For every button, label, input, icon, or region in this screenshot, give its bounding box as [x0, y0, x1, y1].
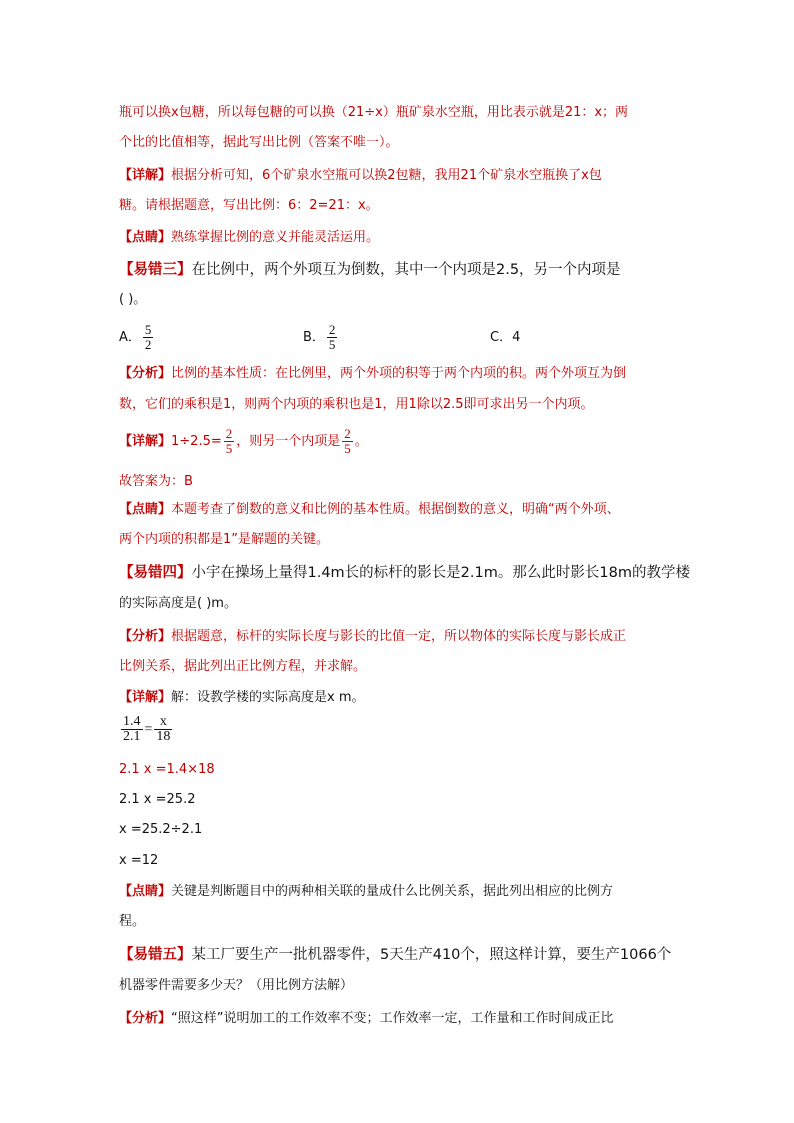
analysis-line: [119, 364, 626, 384]
analysis-text: “照这样”说明加工的工作效率不变；工作效率一定，工作量和工作时间成正比: [171, 1011, 614, 1026]
note-text: 本题考查了倒数的意义和比例的基本性质。根据倒数的意义，明确“两个外项、: [171, 502, 620, 517]
detail-line-3: [119, 422, 368, 462]
note-text: 熟练掌握比例的意义并能灵活运用。: [171, 230, 380, 245]
equation: [119, 710, 174, 750]
fraction: $\frac{2}{5}$: [225, 426, 233, 456]
step-line: 2.1 x =1.4×18: [119, 762, 215, 777]
question-tag: 【易错三】: [119, 262, 192, 278]
question-tag: 【易错四】: [119, 565, 192, 581]
note-tag: 【点睛】: [119, 502, 172, 517]
detail-tag: 【详解】: [119, 168, 172, 183]
note-tag: 【点睛】: [119, 230, 172, 245]
question-3: [119, 260, 621, 280]
question-tag: 【易错五】: [119, 947, 192, 963]
fraction: $\frac{x}{18}$: [156, 714, 171, 745]
text-line: 糖。请根据题意，写出比例：6：2=21：x。: [119, 198, 379, 213]
option-b-label: B．: [303, 330, 325, 345]
analysis-text: 比例的基本性质：在比例里，两个外项的积等于两个内项的积。两个外项互为倒: [171, 366, 627, 381]
detail-text: 。: [354, 434, 368, 449]
detail-text: 1÷2.5=: [171, 434, 222, 449]
step-line: 2.1 x =25.2: [119, 792, 196, 807]
analysis-line: [119, 627, 626, 647]
fraction: $\frac{2}{5}$: [344, 426, 351, 456]
text-line: 比例关系，据此列出正比例方程，并求解。: [119, 659, 367, 674]
answer-line: 故答案为：B: [119, 474, 193, 489]
detail-line: [119, 688, 365, 708]
question-text: 某工厂要生产一批机器零件，5天生产410个，照这样计算，要生产1066个: [191, 947, 672, 963]
analysis-tag: 【分析】: [119, 1011, 172, 1026]
question-text: 小宇在操场上量得1.4m长的标杆的影长是2.1m。那么此时影长18m的教学楼: [191, 565, 690, 581]
detail-tag: 【详解】: [119, 690, 172, 705]
text-line: 瓶可以换x包糖，所以每包糖的可以换（21÷x）瓶矿泉水空瓶，用比表示就是21：x；两: [119, 105, 629, 120]
question-5: [119, 945, 671, 965]
note-tag: 【点睛】: [119, 884, 172, 899]
analysis-line: [119, 1009, 614, 1029]
detail-tag: 【详解】: [119, 434, 172, 449]
text-line: 机器零件需要多少天？（用比例方法解）: [119, 978, 354, 993]
option-b-fraction: $\frac{2}{5}$: [328, 322, 336, 352]
analysis-text: 根据题意，标杆的实际长度与影长的比值一定，所以物体的实际长度与影长成正: [171, 629, 627, 644]
text-line: 数，它们的乘积是1，则两个内项的乘积也是1，用1除以2.5即可求出另一个内项。: [119, 397, 594, 412]
detail-text: ，则另一个内项是: [236, 434, 341, 449]
analysis-tag: 【分析】: [119, 629, 172, 644]
detail-text: 根据分析可知，6个矿泉水空瓶可以换2包糖，我用21个矿泉水空瓶换了x包: [171, 168, 602, 183]
options-row-b: [303, 320, 339, 356]
text-line: 的实际高度是( )m。: [119, 596, 237, 611]
question-4: [119, 563, 690, 583]
note-line: [119, 228, 379, 248]
analysis-tag: 【分析】: [119, 366, 172, 381]
step-line: x =12: [119, 853, 159, 868]
question-blank: ( )。: [119, 292, 147, 307]
question-text: 在比例中，两个外项互为倒数，其中一个内项是2.5，另一个内项是: [191, 262, 621, 278]
detail-text: 解：设教学楼的实际高度是x m。: [171, 690, 365, 705]
text-line: 两个内项的积都是1”是解题的关键。: [119, 532, 330, 547]
option-a-fraction: $\frac{5}{2}$: [144, 322, 152, 352]
option-a-label: A．: [119, 330, 141, 345]
fraction: $\frac{1.4}{2.1}$: [123, 714, 141, 745]
option-c: C．4: [490, 330, 521, 345]
options-row: [119, 320, 155, 356]
step-line: x =25.2÷2.1: [119, 822, 203, 837]
note-line: [119, 882, 613, 902]
text-line: 程。: [119, 914, 146, 929]
detail-line: [119, 166, 602, 186]
text-line: 个比的比值相等，据此写出比例（答案不唯一）。: [119, 135, 399, 150]
equals: =: [144, 722, 153, 737]
note-line: [119, 500, 620, 520]
note-text: 关键是判断题目中的两种相关联的量成什么比例关系，据此列出相应的比例方: [171, 884, 614, 899]
